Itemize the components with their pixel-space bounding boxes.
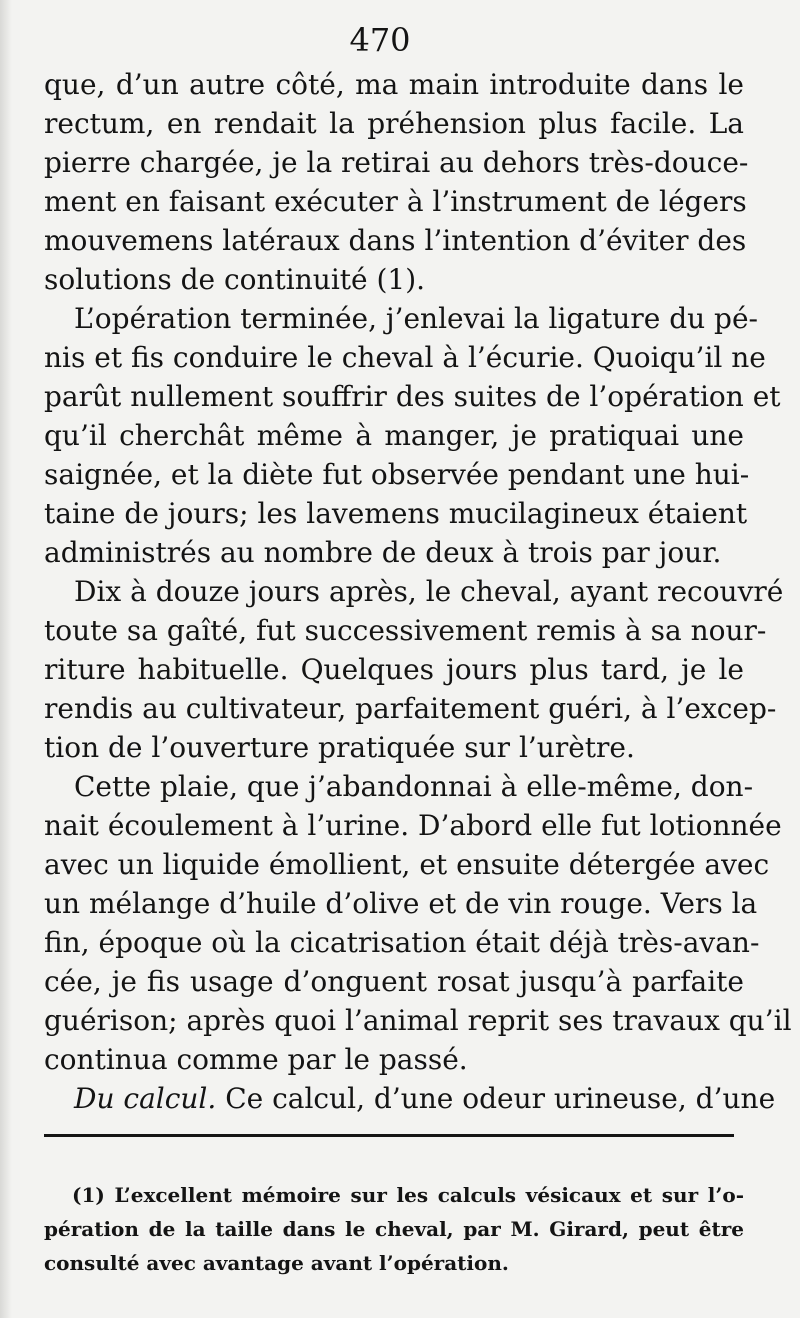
text-line: fin, époque où la cicatrisation était déjà très-avan-	[44, 926, 760, 959]
text-line: saignée, et la diète fut observée pendant une hui-	[44, 458, 750, 491]
footnotes	[44, 1178, 744, 1280]
text-line: administrés au nombre de deux à trois par jour.	[44, 536, 722, 569]
text-line: Dix à douze jours après, le cheval, ayant recouvré	[74, 575, 784, 608]
text-line: nis et fis conduire le cheval à l’écurie. Quoiqu’il ne	[44, 341, 766, 374]
footnote-line: consulté avec avantage avant l’opération.	[44, 1251, 509, 1275]
text-line: solutions de continuité (1).	[44, 263, 426, 296]
body-text	[44, 65, 792, 1118]
footnote-rule	[44, 1134, 734, 1137]
text-line: rectum, en rendait la préhension plus facile. La	[44, 107, 744, 140]
text-line: parût nullement souffrir des suites de l’opération et	[44, 380, 781, 413]
footnote-line: pération de la taille dans le cheval, par M. Girard, peut être	[44, 1217, 744, 1241]
text-line: nait écoulement à l’urine. D’abord elle fut lotionnée	[44, 809, 782, 842]
text-line: L’opération terminée, j’enlevai la ligature du pé-	[74, 302, 759, 335]
text-line: ment en faisant exécuter à l’instrument de légers	[44, 185, 747, 218]
text-line: avec un liquide émollient, et ensuite détergée avec	[44, 848, 770, 881]
text-line: guérison; après quoi l’animal reprit ses travaux qu’il	[44, 1004, 792, 1037]
page-edge-shadow	[0, 0, 12, 1318]
text-line: pierre chargée, je la retirai au dehors très-douce-	[44, 146, 749, 179]
text-line: rendis au cultivateur, parfaitement guéri, à l’excep-	[44, 692, 777, 725]
text-line: un mélange d’huile d’olive et de vin rouge. Vers la	[44, 887, 758, 920]
text-line: qu’il cherchât même à manger, je pratiquai une	[44, 419, 744, 452]
text-line: que, d’un autre côté, ma main introduite dans le	[44, 68, 744, 101]
section-heading-italic: Du calcul.	[74, 1082, 217, 1115]
text-line: toute sa gaîté, fut successivement remis à sa nour-	[44, 614, 767, 647]
text-line: cée, je fis usage d’onguent rosat jusqu’à parfaite	[44, 965, 744, 998]
text-line: continua comme par le passé.	[44, 1043, 468, 1076]
text-line-section-start	[44, 1079, 776, 1118]
text-line: taine de jours; les lavemens mucilagineux étaient	[44, 497, 748, 530]
text-line: Cette plaie, que j’abandonnai à elle-même, don-	[74, 770, 754, 803]
section-text: Ce calcul, d’une odeur urineuse, d’une	[216, 1082, 776, 1115]
page-number: 470	[349, 21, 411, 59]
text-line: riture habituelle. Quelques jours plus tard, je le	[44, 653, 744, 686]
footnote-line: (1) L’excellent mémoire sur les calculs vésicaux et sur l’o-	[72, 1183, 744, 1207]
text-line: tion de l’ouverture pratiquée sur l’urètre.	[44, 731, 635, 764]
text-line: mouvemens latéraux dans l’intention d’éviter des	[44, 224, 747, 257]
